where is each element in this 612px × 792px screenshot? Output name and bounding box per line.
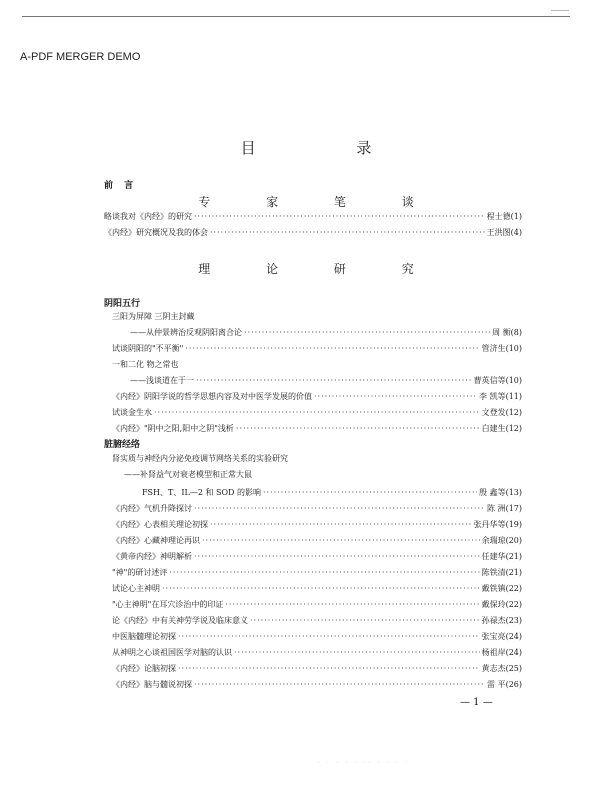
leader-dots (194, 552, 480, 561)
leader-dots (178, 632, 480, 641)
entry-author: 白建生(12) (481, 424, 522, 433)
leader-dots (178, 664, 480, 673)
entry-title: 试论心主神明 (112, 584, 160, 593)
entry-title: FSH、T、IL—2 和 SOD 的影响 (142, 488, 261, 497)
entry-author: 陈 洲(17) (487, 504, 522, 513)
leader-dots (196, 376, 472, 385)
entry-title-line: 一和二化 物之常也 (112, 360, 179, 369)
toc-entry[interactable] (130, 375, 522, 388)
entry-author: 王洪图(4) (486, 228, 522, 237)
entry-title: 《内经》论脑初探 (112, 664, 176, 673)
scan-noise: · · · · · ·· · · · · (318, 760, 410, 766)
entry-author: 李 凯等(11) (479, 392, 522, 401)
leader-dots (194, 504, 485, 513)
toc-entry[interactable] (112, 583, 522, 596)
leader-dots (210, 520, 472, 529)
leader-dots (225, 600, 479, 609)
entry-title: 从神明之心谈祖国医学对脑的认识 (112, 648, 232, 657)
leader-dots (234, 648, 480, 657)
entry-author: 殷 鑫等(13) (479, 488, 522, 497)
entry-author: 程士德(1) (486, 212, 522, 221)
leader-dots (202, 536, 480, 545)
section-expert: 专 家 笔 谈 (198, 195, 440, 209)
entry-author: 杨祖岸(24) (481, 648, 522, 657)
toc-entry[interactable] (112, 567, 522, 580)
entry-author: 张丹华等(19) (473, 520, 522, 529)
toc-entry[interactable] (112, 615, 522, 628)
toc-entry[interactable] (112, 551, 522, 564)
entry-title-line: 肾实质与神经内分泌免疫调节网络关系的实验研究 (112, 454, 288, 463)
entry-author: 曹英信等(10) (473, 376, 522, 385)
entry-title: 《内经》"阴中之阳,阳中之阴"浅析 (112, 424, 234, 433)
leader-dots (154, 408, 480, 417)
toc-entry[interactable] (112, 599, 522, 612)
entry-title: "心主神明"在耳穴诊治中的印证 (112, 600, 224, 609)
entry-title: 论《内经》中有关神劳学说及临床意义 (112, 616, 248, 625)
toc-entry[interactable] (112, 663, 522, 676)
toc-entry[interactable] (104, 211, 522, 224)
entry-title: 试谈阴阳的"不平衡" (112, 344, 184, 353)
entry-author: 雷 平(26) (487, 680, 522, 689)
entry-title-line: 三阳为屏障 三阴主封藏 (112, 312, 195, 321)
toc-entry[interactable] (104, 227, 522, 240)
toc-entry[interactable] (112, 407, 522, 420)
leader-dots (185, 344, 479, 353)
section-theory: 理 论 研 究 (198, 262, 440, 276)
toc-entry[interactable] (112, 423, 522, 436)
leader-dots (236, 424, 480, 433)
toc-entry[interactable] (112, 519, 522, 532)
toc-entry[interactable] (112, 343, 522, 356)
entry-title: ——浅谈道在于一 (130, 376, 194, 385)
page-title: 目 录 (240, 139, 420, 157)
page-number: — 1 — (460, 697, 493, 708)
entry-title: 略谈我对《内经》的研究 (104, 212, 192, 221)
category-yinyang: 阴阳五行 (104, 299, 141, 309)
toc-entry[interactable] (112, 503, 522, 516)
entry-author: 任建华(21) (481, 552, 522, 561)
entry-author: 张宝亮(24) (481, 632, 522, 641)
toc-entry[interactable] (142, 487, 522, 500)
leader-dots (194, 680, 485, 689)
entry-title: 《内经》心表相关理论初探 (112, 520, 208, 529)
toc-entry[interactable] (112, 391, 522, 404)
entry-title-line: ——补肾益气对衰老模型和正常大鼠 (124, 470, 252, 479)
entry-title: 《内经》阴阳学说的哲学思想内容及对中医学发展的价值 (112, 392, 312, 401)
leader-dots (250, 616, 480, 625)
entry-title: 《黄帝内经》神明解析 (112, 552, 192, 561)
entry-author: 戴保玲(22) (481, 600, 522, 609)
entry-title: 《内经》研究概况及我的体会 (104, 228, 208, 237)
entry-author: 陈铁清(21) (481, 568, 522, 577)
entry-author: 管济生(10) (481, 344, 522, 353)
toc-entry[interactable] (112, 631, 522, 644)
entry-author: 戴铁镇(22) (481, 584, 522, 593)
top-rule (22, 16, 570, 17)
entry-author: 文登发(12) (481, 408, 522, 417)
entry-title: 《内经》气机升降探讨 (112, 504, 192, 513)
leader-dots (169, 568, 479, 577)
entry-author: 孙禄杰(23) (481, 616, 522, 625)
entry-title: 试谈金生水 (112, 408, 152, 417)
leader-dots (194, 212, 485, 221)
entry-title: 中医脑髓理论初探 (112, 632, 176, 641)
entry-title: 《内经》脑与髓说初探 (112, 680, 192, 689)
toc-entry[interactable] (112, 535, 522, 548)
watermark: A-PDF MERGER DEMO (20, 51, 141, 63)
leader-dots (314, 392, 477, 401)
leader-dots (162, 584, 480, 593)
entry-author: 黄志杰(25) (481, 664, 522, 673)
preface-heading: 前 言 (104, 181, 138, 191)
entry-title: "神"的研讨述评 (112, 568, 168, 577)
entry-title: 《内经》心藏神理论再识 (112, 536, 200, 545)
entry-author: 周 衡(8) (492, 328, 522, 337)
toc-entry[interactable] (130, 327, 522, 340)
category-zangfu: 脏腑经络 (104, 440, 141, 450)
leader-dots (244, 328, 490, 337)
entry-title: ——从仲景辨治反观阴阳离合论 (130, 328, 242, 337)
entry-author: 余瑞琼(20) (481, 536, 522, 545)
toc-entry[interactable] (112, 647, 522, 660)
leader-dots (263, 488, 477, 497)
top-tick (551, 10, 569, 11)
leader-dots (210, 228, 485, 237)
toc-entry[interactable] (112, 679, 522, 692)
